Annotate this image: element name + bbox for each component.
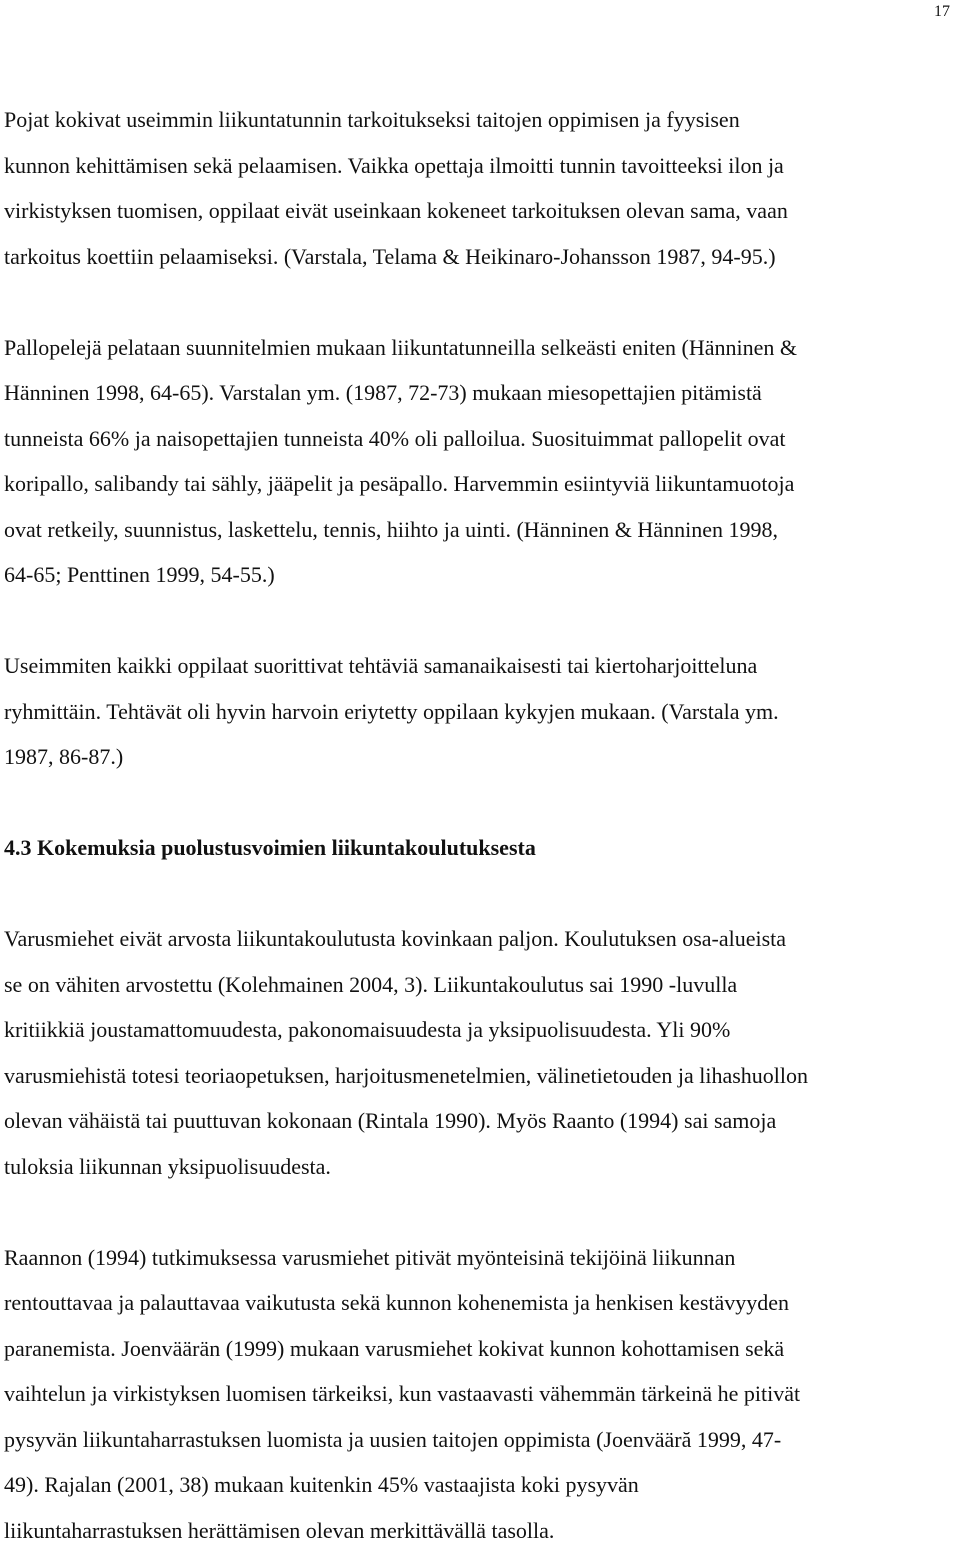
text-line: paranemista. Joenväärän (1999) mukaan varusmiehet kokivat kunnon kohottamisen sekä (4, 1326, 954, 1372)
text-line: liikuntaharrastuksen herättämisen olevan merkittävällä tasolla. (4, 1508, 954, 1553)
paragraph-gap (4, 1189, 954, 1235)
text-line: Useimmiten kaikki oppilaat suorittivat tehtäviä samanaikaisesti tai kiertoharjoitteluna (4, 643, 954, 689)
text-line: vaihtelun ja virkistyksen luomisen tärkeiksi, kun vastaavasti vähemmän tärkeinä he pitivät (4, 1371, 954, 1417)
paragraph-varusmiehet (4, 916, 954, 1189)
text-line: ryhmittäin. Tehtävät oli hyvin harvoin eriytetty oppilaan kykyjen mukaan. (Varstala ym. (4, 689, 954, 735)
paragraph-gap (4, 871, 954, 917)
text-line: tunneista 66% ja naisopettajien tunneista 40% oli palloilua. Suosituimmat pallopelit ovat (4, 416, 954, 462)
paragraph-raannon (4, 1235, 954, 1553)
text-line: koripallo, salibandy tai sähly, jääpelit ja pesäpallo. Harvemmin esiintyviä liikuntamuotoja (4, 461, 954, 507)
text-line: Pallopelejä pelataan suunnitelmien mukaan liikuntatunneilla selkeästi eniten (Hänninen & (4, 325, 954, 371)
text-line: tarkoitus koettiin pelaamiseksi. (Varstala, Telama & Heikinaro-Johansson 1987, 94-95.) (4, 234, 954, 280)
text-line: Hänninen 1998, 64-65). Varstalan ym. (1987, 72-73) mukaan miesopettajien pitämistä (4, 370, 954, 416)
document-body (4, 97, 954, 1553)
paragraph-gap (4, 780, 954, 826)
paragraph-pojat (4, 97, 954, 279)
paragraph-useimmiten (4, 643, 954, 780)
text-line: Pojat kokivat useimmin liikuntatunnin tarkoitukseksi taitojen oppimisen ja fyysisen (4, 97, 954, 143)
text-line: se on vähiten arvostettu (Kolehmainen 2004, 3). Liikuntakoulutus sai 1990 -luvulla (4, 962, 954, 1008)
text-line: Raannon (1994) tutkimuksessa varusmiehet pitivät myönteisinä tekijöinä liikunnan (4, 1235, 954, 1281)
text-line: Varusmiehet eivät arvosta liikuntakoulutusta kovinkaan paljon. Koulutuksen osa-alueista (4, 916, 954, 962)
text-line: rentouttavaa ja palauttavaa vaikutusta sekä kunnon kohenemista ja henkisen kestävyyden (4, 1280, 954, 1326)
text-line: 1987, 86-87.) (4, 734, 954, 780)
text-line: 64-65; Penttinen 1999, 54-55.) (4, 552, 954, 598)
paragraph-gap (4, 279, 954, 325)
text-line: virkistyksen tuomisen, oppilaat eivät useinkaan kokeneet tarkoituksen olevan sama, vaan (4, 188, 954, 234)
text-line: kritiikkiä joustamattomuudesta, pakonomaisuudesta ja yksipuolisuudesta. Yli 90% (4, 1007, 954, 1053)
text-line: varusmiehistä totesi teoriaopetuksen, harjoitusmenetelmien, välinetietouden ja lihashuollon (4, 1053, 954, 1099)
section-heading: 4.3 Kokemuksia puolustusvoimien liikuntakoulutuksesta (4, 825, 954, 871)
paragraph-gap (4, 598, 954, 644)
page-number: 17 (934, 2, 950, 22)
text-line: ovat retkeily, suunnistus, laskettelu, tennis, hiihto ja uinti. (Hänninen & Hänninen 1998, (4, 507, 954, 553)
text-line: pysyvän liikuntaharrastuksen luomista ja uusien taitojen oppimista (Joenvääră 1999, 47- (4, 1417, 954, 1463)
paragraph-pallopeleja (4, 325, 954, 598)
text-line: kunnon kehittämisen sekä pelaamisen. Vaikka opettaja ilmoitti tunnin tavoitteeksi ilon ja (4, 143, 954, 189)
text-line: olevan vähäistä tai puuttuvan kokonaan (Rintala 1990). Myös Raanto (1994) sai samoja (4, 1098, 954, 1144)
text-line: 49). Rajalan (2001, 38) mukaan kuitenkin 45% vastaajista koki pysyvän (4, 1462, 954, 1508)
text-line: tuloksia liikunnan yksipuolisuudesta. (4, 1144, 954, 1190)
